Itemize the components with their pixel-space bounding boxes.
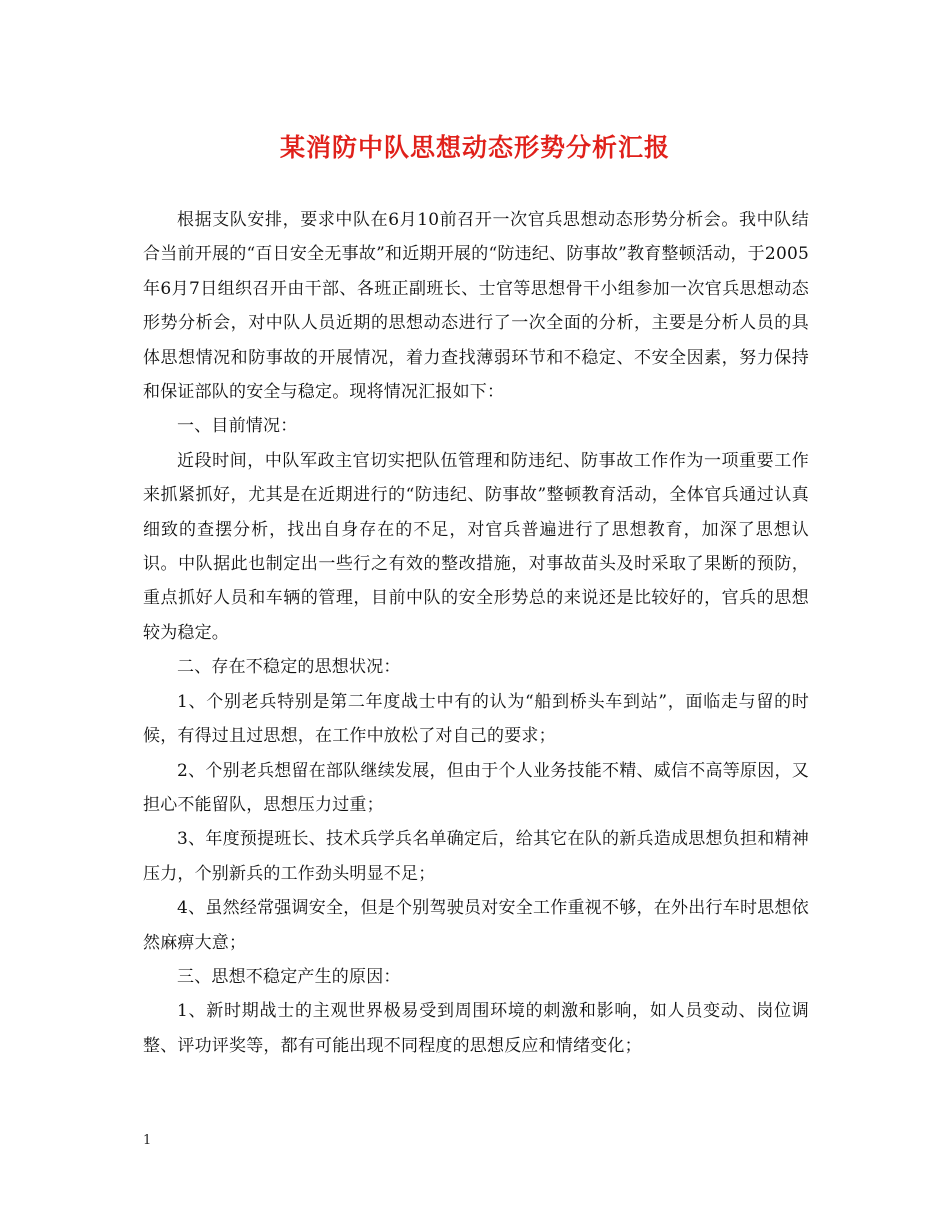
paragraph-intro: 根据支队安排，要求中队在6月10前召开一次官兵思想动态形势分析会。我中队结合当前开展的“百日安全无事故”和近期开展的“防违纪、防事故”教育整顿活动，于2005年6月7日组织召开由干部、各班正副班长、士官等思想骨干小组参加一次官兵思想动态形势分析会，对中队人员近期的思想动态进行了一次全面的分析，主要是分析人员的具体思想情况和防事故的开展情况，着力查找薄弱环节和不稳定、不安全因素，努力保持和保证部队的安全与稳定。现将情况汇报如下： <box>143 210 809 403</box>
list-item-unstable-3: 3、年度预提班长、技术兵学兵名单确定后，给其它在队的新兵造成思想负担和精神压力，个别新兵的工作劲头明显不足； <box>143 829 809 884</box>
section-heading-causes: 三、思想不稳定产生的原因： <box>177 966 401 987</box>
page-number: 1 <box>143 1133 152 1148</box>
list-item-unstable-2: 2、个别老兵想留在部队继续发展，但由于个人业务技能不精、威信不高等原因，又担心不能留队，思想压力过重； <box>143 760 809 815</box>
section-heading-unstable-thoughts: 二、存在不稳定的思想状况： <box>177 657 401 678</box>
document-body <box>143 203 809 1063</box>
list-item-cause-1: 1、新时期战士的主观世界极易受到周围环境的刺激和影响，如人员变动、岗位调整、评功评奖等，都有可能出现不同程度的思想反应和情绪变化； <box>143 1001 809 1056</box>
section-heading-current-situation: 一、目前情况： <box>177 416 298 437</box>
paragraph-current-situation: 近段时间，中队军政主官切实把队伍管理和防违纪、防事故工作作为一项重要工作来抓紧抓好，尤其是在近期进行的“防违纪、防事故”整顿教育活动，全体官兵通过认真细致的查摆分析，找出自身存在的不足，对官兵普遍进行了思想教育，加深了思想认识。中队据此也制定出一些行之有效的整改措施，对事故苗头及时采取了果断的预防，重点抓好人员和车辆的管理，目前中队的安全形势总的来说还是比较好的，官兵的思想较为稳定。 <box>143 450 809 643</box>
document-title: 某消防中队思想动态形势分析汇报 <box>279 133 670 162</box>
list-item-unstable-1: 1、个别老兵特别是第二年度战士中有的认为“船到桥头车到站”，面临走与留的时候，有得过且过思想，在工作中放松了对自己的要求； <box>143 691 809 747</box>
list-item-unstable-4: 4、虽然经常强调安全，但是个别驾驶员对安全工作重视不够，在外出行车时思想依然麻痹大意； <box>143 898 809 953</box>
